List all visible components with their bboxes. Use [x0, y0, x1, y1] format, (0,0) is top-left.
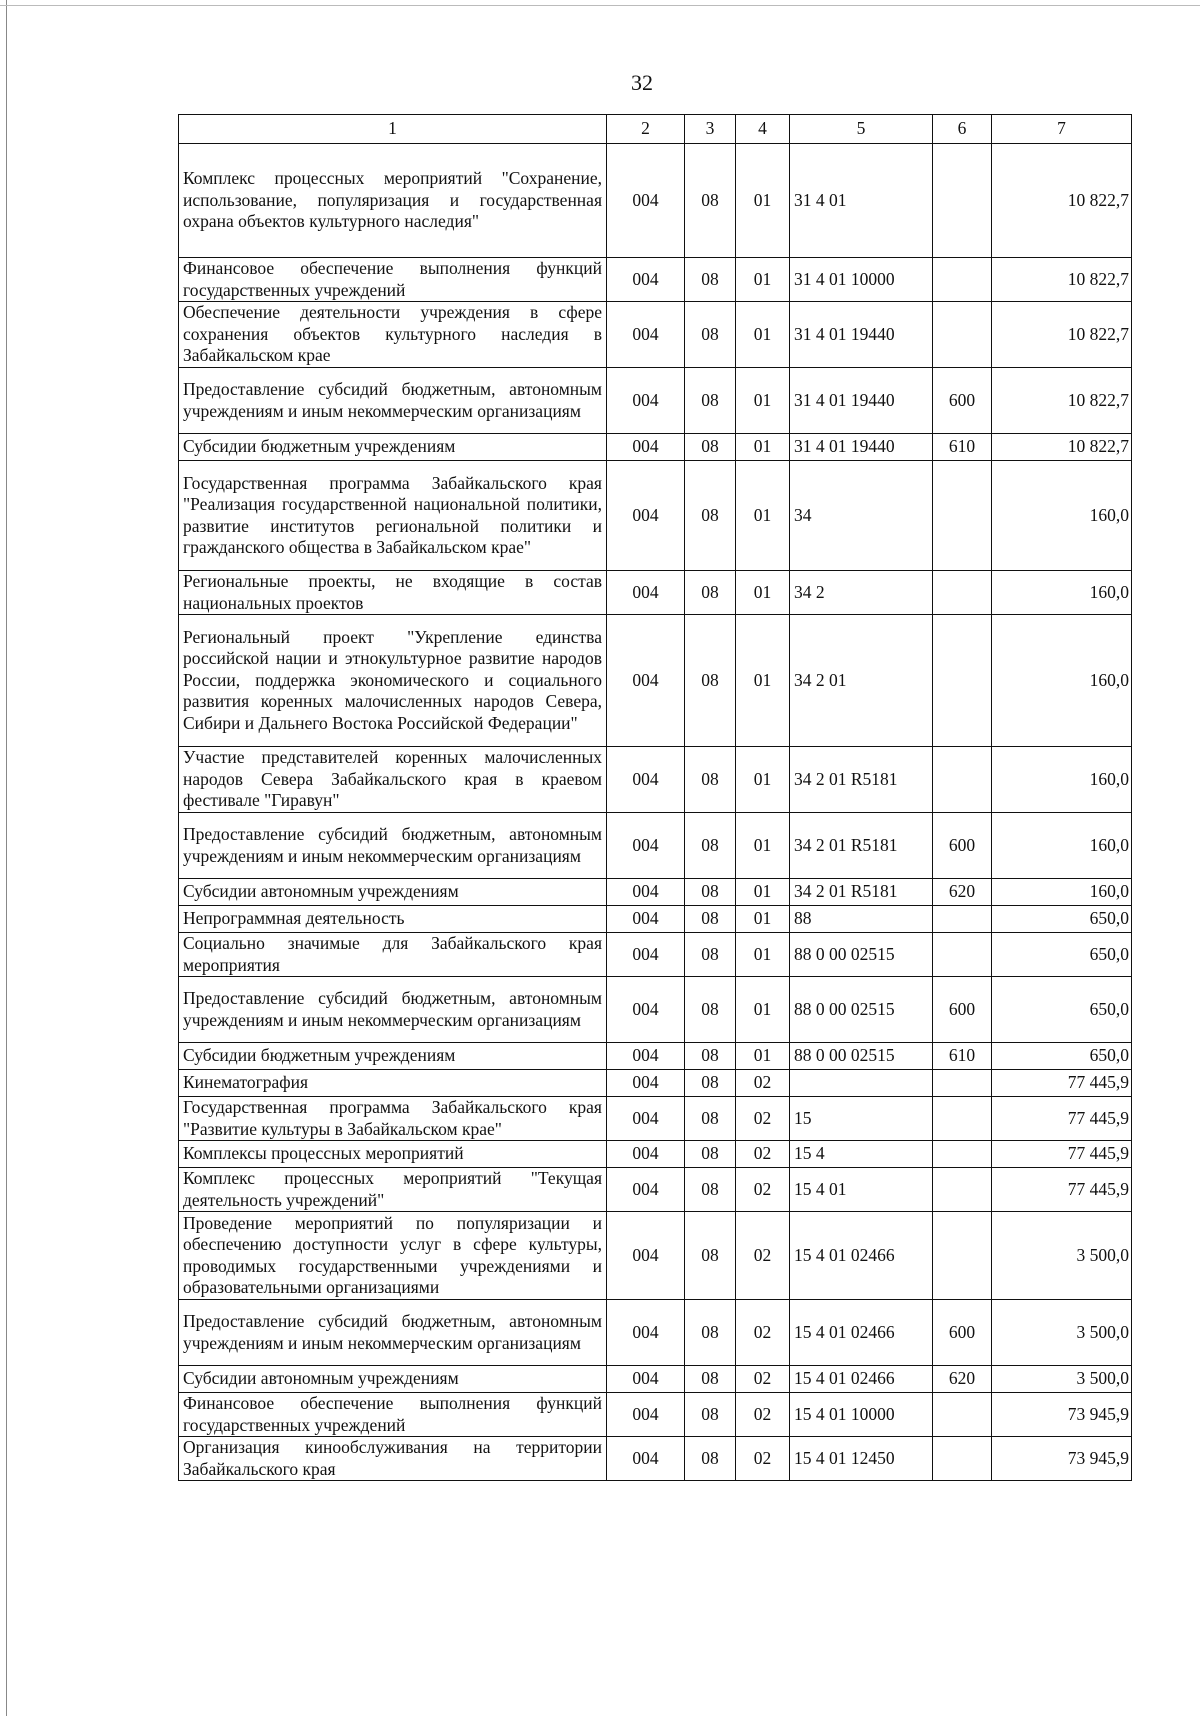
row-amount-cell: 650,0: [992, 906, 1132, 933]
row-code-6-cell: [933, 258, 992, 302]
row-code-6-cell: 600: [933, 368, 992, 434]
row-code-4-cell: 01: [736, 144, 790, 258]
row-code-5-cell: 31 4 01 19440: [790, 434, 933, 461]
row-code-3-cell: 08: [685, 1212, 736, 1300]
row-code-5-cell: 15 4 01 02466: [790, 1300, 933, 1366]
table-row: [179, 813, 1132, 879]
row-code-4-cell: 02: [736, 1393, 790, 1437]
row-code-4-cell: 02: [736, 1141, 790, 1168]
table-row: [179, 302, 1132, 368]
row-code-5-cell: 15 4 01 02466: [790, 1366, 933, 1393]
row-code-4-cell: 01: [736, 1043, 790, 1070]
row-name-cell: Обеспечение деятельности учреждения в сфере сохранения объектов культурного наследия в Забайкальском крае: [179, 302, 607, 368]
row-code-3-cell: 08: [685, 571, 736, 615]
row-amount-cell: 3 500,0: [992, 1366, 1132, 1393]
row-code-6-cell: 600: [933, 977, 992, 1043]
row-code-3-cell: 08: [685, 747, 736, 813]
row-code-3-cell: 08: [685, 906, 736, 933]
table-row: [179, 1437, 1132, 1481]
row-code-5-cell: 31 4 01 19440: [790, 368, 933, 434]
row-code-6-cell: [933, 1212, 992, 1300]
row-code-4-cell: 01: [736, 813, 790, 879]
row-code-4-cell: 02: [736, 1437, 790, 1481]
row-name-cell: Участие представителей коренных малочисленных народов Севера Забайкальского края в краевом фестивале "Гиравун": [179, 747, 607, 813]
page-number: 32: [631, 70, 653, 95]
row-code-3-cell: 08: [685, 1366, 736, 1393]
row-code-6-cell: [933, 933, 992, 977]
row-name-cell: Субсидии автономным учреждениям: [179, 879, 607, 906]
row-code-4-cell: 02: [736, 1212, 790, 1300]
row-amount-cell: 10 822,7: [992, 368, 1132, 434]
row-name-cell: Государственная программа Забайкальского края "Развитие культуры в Забайкальском крае": [179, 1097, 607, 1141]
column-header-5: 5: [790, 115, 933, 144]
row-code-5-cell: 31 4 01 19440: [790, 302, 933, 368]
row-code-6-cell: 600: [933, 1300, 992, 1366]
table-header-row: [179, 115, 1132, 144]
row-code-5-cell: [790, 1070, 933, 1097]
row-amount-cell: 160,0: [992, 461, 1132, 571]
row-code-3-cell: 08: [685, 1437, 736, 1481]
row-code-2-cell: 004: [607, 1437, 685, 1481]
row-code-3-cell: 08: [685, 368, 736, 434]
row-name-cell: Предоставление субсидий бюджетным, автономным учреждениям и иным некоммерческим организациям: [179, 1300, 607, 1366]
row-code-2-cell: 004: [607, 571, 685, 615]
row-code-3-cell: 08: [685, 977, 736, 1043]
row-code-5-cell: 88 0 00 02515: [790, 933, 933, 977]
row-code-4-cell: 01: [736, 879, 790, 906]
scan-edge-top: [0, 5, 1200, 6]
row-name-cell: Предоставление субсидий бюджетным, автономным учреждениям и иным некоммерческим организациям: [179, 813, 607, 879]
row-code-3-cell: 08: [685, 615, 736, 747]
row-name-cell: Государственная программа Забайкальского края "Реализация государственной национальной политики, развитие институтов региональной политики и гражданского общества в Забайкальском крае": [179, 461, 607, 571]
row-code-2-cell: 004: [607, 302, 685, 368]
row-code-3-cell: 08: [685, 1097, 736, 1141]
row-code-2-cell: 004: [607, 1366, 685, 1393]
row-name-cell: Проведение мероприятий по популяризации и обеспечению доступности услуг в сфере культуры, проводимых государственными учреждениями и образовательными организациями: [179, 1212, 607, 1300]
row-code-2-cell: 004: [607, 1043, 685, 1070]
row-code-4-cell: 02: [736, 1070, 790, 1097]
row-code-2-cell: 004: [607, 977, 685, 1043]
row-amount-cell: 73 945,9: [992, 1437, 1132, 1481]
row-code-2-cell: 004: [607, 1141, 685, 1168]
row-code-3-cell: 08: [685, 434, 736, 461]
table-row: [179, 1141, 1132, 1168]
row-code-6-cell: 620: [933, 1366, 992, 1393]
table-row: [179, 1300, 1132, 1366]
row-code-6-cell: [933, 1070, 992, 1097]
table-row: [179, 615, 1132, 747]
row-code-6-cell: [933, 1141, 992, 1168]
row-code-5-cell: 15 4: [790, 1141, 933, 1168]
row-code-3-cell: 08: [685, 1393, 736, 1437]
table-row: [179, 933, 1132, 977]
row-code-3-cell: 08: [685, 879, 736, 906]
row-code-2-cell: 004: [607, 879, 685, 906]
row-code-2-cell: 004: [607, 1168, 685, 1212]
table-row: [179, 461, 1132, 571]
table-row: [179, 1393, 1132, 1437]
row-code-3-cell: 08: [685, 1043, 736, 1070]
row-code-6-cell: [933, 1168, 992, 1212]
row-code-3-cell: 08: [685, 258, 736, 302]
row-code-4-cell: 01: [736, 434, 790, 461]
row-code-2-cell: 004: [607, 144, 685, 258]
row-code-5-cell: 88 0 00 02515: [790, 1043, 933, 1070]
column-header-7: 7: [992, 115, 1132, 144]
row-amount-cell: 10 822,7: [992, 144, 1132, 258]
row-code-5-cell: 15 4 01 02466: [790, 1212, 933, 1300]
row-code-6-cell: [933, 747, 992, 813]
row-code-5-cell: 15 4 01 12450: [790, 1437, 933, 1481]
column-header-1: 1: [179, 115, 607, 144]
row-amount-cell: 77 445,9: [992, 1097, 1132, 1141]
row-code-5-cell: 15: [790, 1097, 933, 1141]
row-code-3-cell: 08: [685, 1300, 736, 1366]
row-code-6-cell: [933, 1097, 992, 1141]
row-amount-cell: 650,0: [992, 1043, 1132, 1070]
row-name-cell: Финансовое обеспечение выполнения функций государственных учреждений: [179, 1393, 607, 1437]
row-code-6-cell: [933, 571, 992, 615]
row-amount-cell: 160,0: [992, 571, 1132, 615]
row-name-cell: Субсидии бюджетным учреждениям: [179, 1043, 607, 1070]
row-code-5-cell: 34: [790, 461, 933, 571]
row-code-5-cell: 34 2 01 R5181: [790, 813, 933, 879]
row-code-3-cell: 08: [685, 461, 736, 571]
row-code-5-cell: 31 4 01: [790, 144, 933, 258]
row-code-3-cell: 08: [685, 813, 736, 879]
row-code-3-cell: 08: [685, 1141, 736, 1168]
row-code-2-cell: 004: [607, 258, 685, 302]
row-code-5-cell: 15 4 01 10000: [790, 1393, 933, 1437]
scan-edge-left: [6, 0, 7, 1716]
row-code-3-cell: 08: [685, 144, 736, 258]
row-code-4-cell: 01: [736, 461, 790, 571]
row-amount-cell: 650,0: [992, 933, 1132, 977]
column-header-3: 3: [685, 115, 736, 144]
row-code-6-cell: 610: [933, 434, 992, 461]
row-code-6-cell: [933, 1437, 992, 1481]
table-row: [179, 1043, 1132, 1070]
row-name-cell: Региональные проекты, не входящие в состав национальных проектов: [179, 571, 607, 615]
row-code-2-cell: 004: [607, 813, 685, 879]
row-code-5-cell: 34 2 01 R5181: [790, 747, 933, 813]
row-code-2-cell: 004: [607, 1097, 685, 1141]
row-code-2-cell: 004: [607, 1212, 685, 1300]
table-row: [179, 1070, 1132, 1097]
row-amount-cell: 77 445,9: [992, 1141, 1132, 1168]
row-code-4-cell: 02: [736, 1097, 790, 1141]
row-name-cell: Социально значимые для Забайкальского края мероприятия: [179, 933, 607, 977]
row-code-2-cell: 004: [607, 434, 685, 461]
row-name-cell: Региональный проект "Укрепление единства российской нации и этнокультурное развитие народов России, поддержка экономического и социального развития коренных малочисленных народов Севера, Сибири и Дальнего Востока Российской Федерации": [179, 615, 607, 747]
row-code-6-cell: 620: [933, 879, 992, 906]
row-code-6-cell: [933, 906, 992, 933]
row-amount-cell: 160,0: [992, 879, 1132, 906]
table-row: [179, 977, 1132, 1043]
table-row: [179, 879, 1132, 906]
row-code-6-cell: [933, 302, 992, 368]
table-row: [179, 906, 1132, 933]
table-row: [179, 571, 1132, 615]
row-code-5-cell: 15 4 01: [790, 1168, 933, 1212]
table-row: [179, 144, 1132, 258]
table-body: [179, 144, 1132, 1481]
table-row: [179, 434, 1132, 461]
row-code-2-cell: 004: [607, 747, 685, 813]
row-code-4-cell: 02: [736, 1366, 790, 1393]
row-code-6-cell: [933, 615, 992, 747]
column-header-2: 2: [607, 115, 685, 144]
row-amount-cell: 77 445,9: [992, 1070, 1132, 1097]
row-code-3-cell: 08: [685, 933, 736, 977]
table-row: [179, 747, 1132, 813]
row-code-6-cell: 610: [933, 1043, 992, 1070]
row-amount-cell: 73 945,9: [992, 1393, 1132, 1437]
row-code-4-cell: 01: [736, 258, 790, 302]
row-code-2-cell: 004: [607, 461, 685, 571]
row-name-cell: Финансовое обеспечение выполнения функций государственных учреждений: [179, 258, 607, 302]
row-code-4-cell: 01: [736, 615, 790, 747]
row-amount-cell: 3 500,0: [992, 1300, 1132, 1366]
row-amount-cell: 10 822,7: [992, 258, 1132, 302]
row-code-6-cell: [933, 1393, 992, 1437]
row-code-5-cell: 88 0 00 02515: [790, 977, 933, 1043]
row-amount-cell: 77 445,9: [992, 1168, 1132, 1212]
row-amount-cell: 10 822,7: [992, 302, 1132, 368]
row-amount-cell: 160,0: [992, 615, 1132, 747]
column-header-6: 6: [933, 115, 992, 144]
row-code-5-cell: 34 2: [790, 571, 933, 615]
row-amount-cell: 160,0: [992, 747, 1132, 813]
row-code-3-cell: 08: [685, 1168, 736, 1212]
row-name-cell: Комплекс процессных мероприятий "Текущая деятельность учреждений": [179, 1168, 607, 1212]
row-name-cell: Кинематография: [179, 1070, 607, 1097]
table-row: [179, 1097, 1132, 1141]
row-code-4-cell: 01: [736, 302, 790, 368]
row-code-2-cell: 004: [607, 933, 685, 977]
row-code-5-cell: 34 2 01 R5181: [790, 879, 933, 906]
column-header-4: 4: [736, 115, 790, 144]
row-code-2-cell: 004: [607, 1070, 685, 1097]
row-name-cell: Предоставление субсидий бюджетным, автономным учреждениям и иным некоммерческим организациям: [179, 977, 607, 1043]
row-code-4-cell: 02: [736, 1168, 790, 1212]
row-code-5-cell: 34 2 01: [790, 615, 933, 747]
row-code-5-cell: 31 4 01 10000: [790, 258, 933, 302]
table-row: [179, 1212, 1132, 1300]
row-name-cell: Комплекс процессных мероприятий "Сохранение, использование, популяризация и государственная охрана объектов культурного наследия": [179, 144, 607, 258]
budget-table: [178, 114, 1132, 1481]
table-row: [179, 258, 1132, 302]
row-name-cell: Непрограммная деятельность: [179, 906, 607, 933]
row-code-4-cell: 01: [736, 977, 790, 1043]
row-code-2-cell: 004: [607, 1300, 685, 1366]
row-code-4-cell: 01: [736, 933, 790, 977]
row-name-cell: Субсидии автономным учреждениям: [179, 1366, 607, 1393]
row-code-3-cell: 08: [685, 302, 736, 368]
row-code-4-cell: 01: [736, 747, 790, 813]
row-code-6-cell: [933, 461, 992, 571]
row-amount-cell: 650,0: [992, 977, 1132, 1043]
row-code-4-cell: 02: [736, 1300, 790, 1366]
table-row: [179, 368, 1132, 434]
row-code-4-cell: 01: [736, 368, 790, 434]
row-code-6-cell: [933, 144, 992, 258]
row-code-6-cell: 600: [933, 813, 992, 879]
row-code-4-cell: 01: [736, 906, 790, 933]
row-code-2-cell: 004: [607, 368, 685, 434]
row-code-5-cell: 88: [790, 906, 933, 933]
table-row: [179, 1168, 1132, 1212]
row-amount-cell: 10 822,7: [992, 434, 1132, 461]
row-code-3-cell: 08: [685, 1070, 736, 1097]
row-name-cell: Субсидии бюджетным учреждениям: [179, 434, 607, 461]
row-code-4-cell: 01: [736, 571, 790, 615]
table-row: [179, 1366, 1132, 1393]
row-name-cell: Предоставление субсидий бюджетным, автономным учреждениям и иным некоммерческим организациям: [179, 368, 607, 434]
row-amount-cell: 160,0: [992, 813, 1132, 879]
row-code-2-cell: 004: [607, 906, 685, 933]
row-name-cell: Комплексы процессных мероприятий: [179, 1141, 607, 1168]
row-code-2-cell: 004: [607, 615, 685, 747]
row-name-cell: Организация кинообслуживания на территории Забайкальского края: [179, 1437, 607, 1481]
row-amount-cell: 3 500,0: [992, 1212, 1132, 1300]
row-code-2-cell: 004: [607, 1393, 685, 1437]
